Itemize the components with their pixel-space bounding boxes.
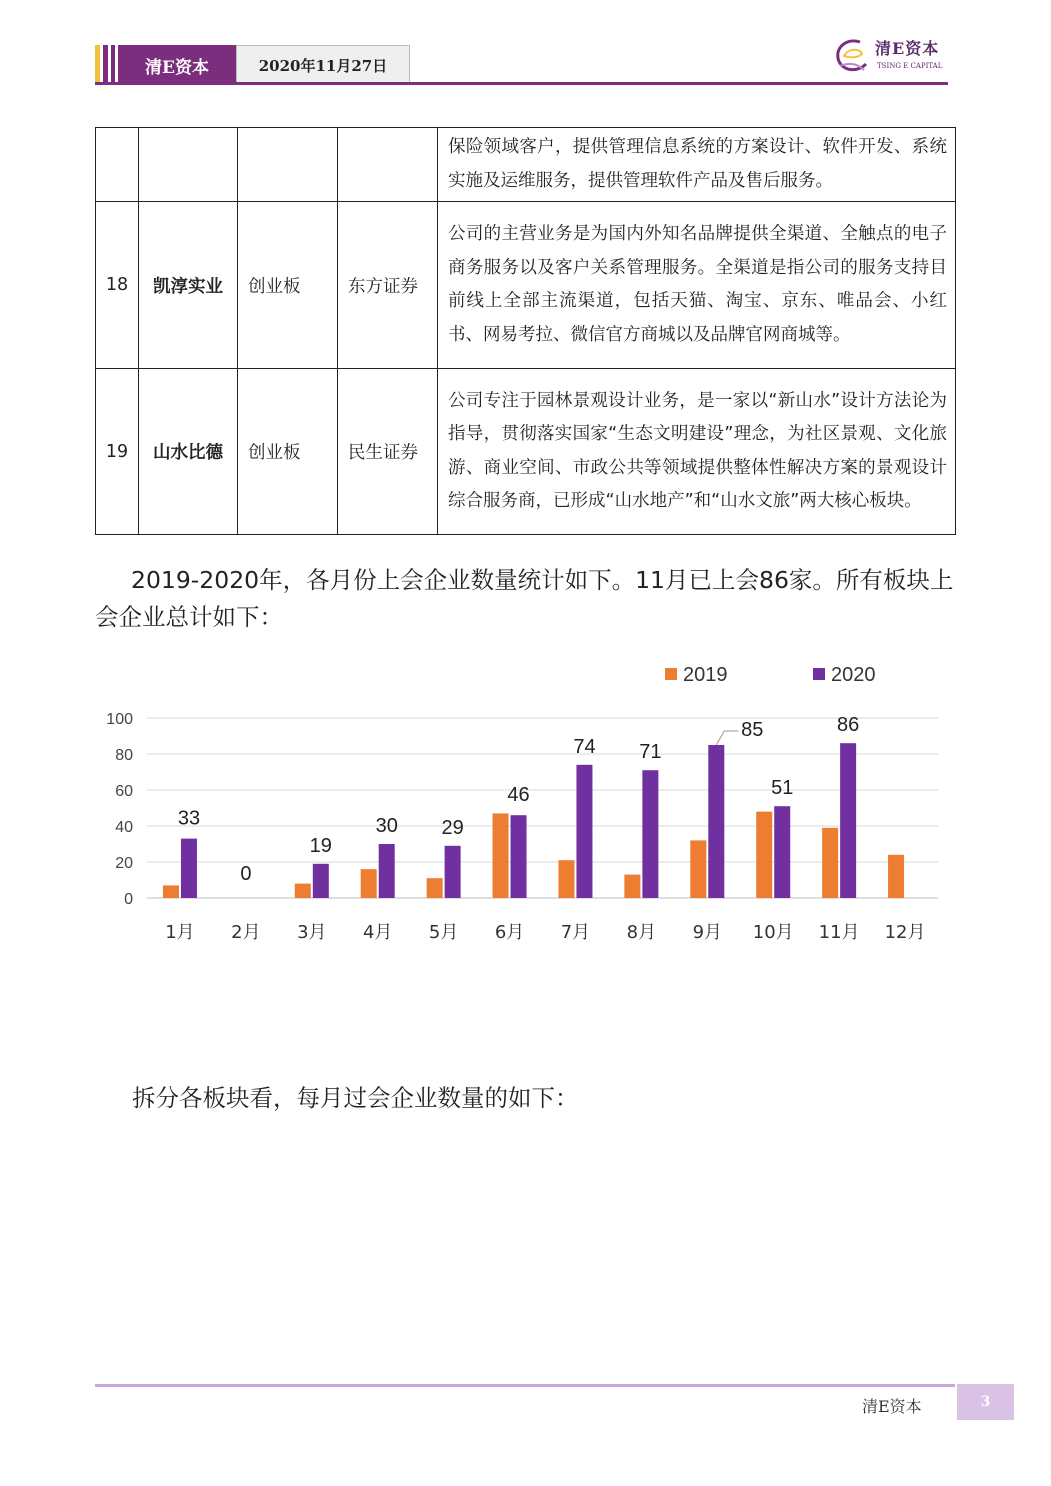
bar-2019: [361, 869, 377, 898]
header-accent-purple: [103, 45, 108, 85]
data-label: 29: [441, 816, 464, 839]
x-tick-label: 5月: [428, 922, 459, 943]
data-label: 85: [741, 719, 764, 741]
table-row: [96, 202, 956, 369]
header-rule: [95, 82, 948, 85]
logo-text-cn: 清E资本: [875, 39, 940, 58]
footer-rule: [95, 1384, 955, 1387]
cell-desc: 公司专注于园林景观设计业务，是一家以“新山水”设计方法论为指导，贯彻落实国家“生态文明建设”理念，为社区景观、文化旅游、商业空间、市政公共等领域提供整体性解决方案的景观设计综合服务商，已形成“山水地产”和“山水文旅”两大核心板块。: [438, 369, 956, 535]
x-tick-label: 4月: [362, 922, 393, 943]
y-tick-label: 100: [106, 711, 133, 728]
data-label: 86: [837, 714, 860, 737]
bar-2019: [624, 875, 640, 898]
cell-desc: 保险领域客户，提供管理信息系统的方案设计、软件开发、系统实施及运维服务，提供管理软件产品及售后服务。: [438, 128, 956, 202]
data-label: 0: [240, 863, 252, 885]
monthly-meetings-chart: [80, 650, 960, 950]
legend-label: 2020: [831, 664, 876, 686]
page-number: 3: [957, 1384, 1014, 1420]
y-tick-label: 0: [124, 891, 133, 908]
y-tick-label: 80: [115, 747, 133, 764]
body-paragraph: 拆分各板块看，每月过会企业数量的如下：: [132, 1084, 579, 1112]
bar-2020: [708, 745, 724, 898]
bar-2019: [427, 878, 443, 898]
bar-2020: [774, 806, 790, 898]
data-label: 74: [573, 735, 596, 758]
cell-no: 18: [96, 202, 139, 369]
cell-name: 山水比德: [139, 369, 238, 535]
logo-text-en: TSING E CAPITAL: [877, 62, 943, 70]
cell-broker: [338, 128, 438, 202]
x-tick-label: 12月: [884, 922, 926, 943]
cell-name: [139, 128, 238, 202]
bar-2019: [558, 860, 574, 898]
x-tick-label: 11月: [818, 922, 860, 943]
y-tick-label: 60: [115, 783, 133, 800]
bar-2019: [888, 855, 904, 898]
legend-swatch: [813, 668, 825, 680]
data-label: 71: [639, 741, 662, 764]
bar-2019: [822, 828, 838, 898]
x-tick-label: 6月: [494, 922, 525, 943]
x-tick-label: 2月: [231, 922, 261, 943]
data-label: 30: [375, 815, 398, 837]
body-paragraph: 2019-2020年，各月份上会企业数量统计如下。11月已上会86家。所有板块上会企业总计如下：: [95, 566, 954, 631]
legend-swatch: [665, 668, 677, 680]
x-tick-label: 1月: [165, 922, 195, 943]
data-label: 46: [507, 784, 530, 807]
bar-2020: [840, 743, 856, 898]
x-tick-label: 3月: [297, 922, 327, 943]
table-row: [96, 369, 956, 535]
bar-2019: [756, 812, 772, 898]
legend-label: 2019: [683, 664, 728, 686]
cell-board: [238, 128, 338, 202]
bar-2020: [379, 844, 395, 898]
cell-broker: 东方证券: [338, 202, 438, 369]
footer-brand: 清E资本: [862, 1397, 922, 1416]
header-date: 2020年11月27日: [236, 45, 410, 85]
bar-2020: [313, 864, 329, 898]
table-row: [96, 128, 956, 202]
bar-2020: [181, 839, 197, 898]
bar-2019: [295, 884, 311, 898]
data-label: 19: [309, 834, 332, 857]
bar-2020: [511, 815, 527, 898]
bar-2020: [576, 765, 592, 898]
bar-2019: [163, 885, 179, 898]
header-accent-yellow: [95, 45, 100, 85]
cell-board: 创业板: [238, 202, 338, 369]
cell-name: 凯淳实业: [139, 202, 238, 369]
cell-no: 19: [96, 369, 139, 535]
x-tick-label: 7月: [560, 922, 591, 943]
bar-2020: [445, 846, 461, 898]
data-label-leader: [716, 731, 738, 745]
bar-2019: [493, 813, 509, 898]
data-label: 51: [771, 777, 794, 800]
company-table: [95, 127, 956, 535]
y-tick-label: 40: [115, 819, 133, 836]
cell-broker: 民生证券: [338, 369, 438, 535]
cell-desc: 公司的主营业务是为国内外知名品牌提供全渠道、全触点的电子商务服务以及客户关系管理服务。全渠道是指公司的服务支持目前线上全部主流渠道，包括天猫、淘宝、京东、唯品会、小红书、网易考拉、微信官方商城以及品牌官网商城等。: [438, 202, 956, 369]
x-tick-label: 9月: [692, 922, 723, 943]
cell-board: 创业板: [238, 369, 338, 535]
x-tick-label: 8月: [626, 922, 657, 943]
bar-2019: [690, 840, 706, 898]
x-tick-label: 10月: [752, 922, 794, 943]
header-brand: 清E资本: [118, 45, 236, 85]
data-label: 33: [177, 807, 201, 830]
y-tick-label: 20: [115, 855, 133, 872]
bar-2020: [642, 770, 658, 898]
header-accent-purple: [111, 45, 115, 85]
cell-no: [96, 128, 139, 202]
